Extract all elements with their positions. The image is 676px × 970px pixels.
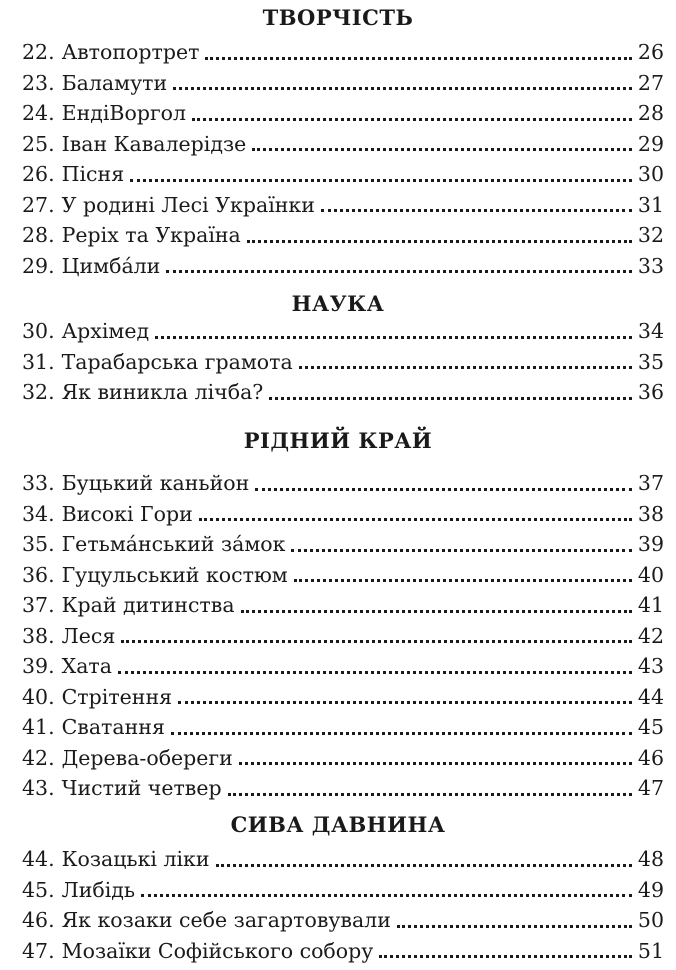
entry-title: Козацькі ліки — [61, 847, 210, 871]
dot-leader — [241, 590, 632, 621]
entry-number: 26. — [22, 162, 55, 186]
entry-number: 41. — [22, 715, 55, 739]
entry-number: 28. — [22, 223, 55, 247]
dot-leader — [228, 773, 632, 804]
entry-page-number: 48 — [637, 847, 664, 871]
toc-entry[interactable] — [22, 905, 664, 936]
entry-page-number: 51 — [637, 938, 664, 963]
entry-number: 40. — [22, 684, 55, 709]
entry-page-number: 45 — [637, 715, 664, 739]
entry-number: 27. — [22, 192, 55, 217]
entry-number: 45. — [22, 877, 55, 902]
entry-page-number: 49 — [637, 877, 664, 902]
entry-title: Гетьма́нський за́мок — [61, 532, 286, 556]
toc-entry[interactable] — [22, 773, 664, 804]
toc-entry[interactable] — [22, 743, 664, 774]
entry-number: 37. — [22, 593, 55, 617]
toc-entry[interactable] — [22, 377, 664, 408]
entry-number: 46. — [22, 908, 55, 932]
entry-page-number: 27 — [637, 70, 664, 95]
toc-entry[interactable] — [22, 499, 664, 530]
toc-entry[interactable] — [22, 529, 664, 560]
entry-number: 22. — [22, 40, 55, 64]
entry-page-number: 36 — [637, 380, 664, 404]
dot-leader — [205, 37, 631, 68]
toc-entry[interactable] — [22, 844, 664, 875]
entry-title: Баламути — [61, 70, 168, 95]
entry-title: Автопортрет — [61, 40, 200, 64]
dot-leader — [379, 936, 632, 967]
entry-page-number: 31 — [637, 192, 664, 217]
entry-title: Пісня — [61, 162, 125, 186]
entry-title: Стрітення — [61, 684, 173, 709]
entry-title: Сватання — [61, 715, 165, 739]
toc-entry[interactable] — [22, 98, 664, 129]
entry-page-number: 44 — [637, 684, 664, 709]
dot-leader — [321, 190, 632, 221]
entry-number: 31. — [22, 349, 55, 374]
entry-number: 38. — [22, 623, 55, 648]
section-heading-nauka: НАУКА — [291, 291, 385, 316]
section-heading-syva-davnyna: СИВА ДАВНИНА — [230, 812, 446, 837]
entry-number: 25. — [22, 131, 55, 156]
entry-page-number: 30 — [637, 162, 664, 186]
entry-title: Високі Гори — [61, 501, 193, 526]
dot-leader — [216, 844, 632, 875]
entry-title: У родині Лесі Українки — [61, 192, 315, 217]
section-list-nauka — [22, 316, 664, 408]
toc-entry[interactable] — [22, 347, 664, 378]
section-list-tvorchist — [22, 37, 664, 281]
toc-entry[interactable] — [22, 560, 664, 591]
entry-number: 39. — [22, 654, 55, 678]
entry-title: Чистий четвер — [61, 776, 222, 800]
entry-number: 30. — [22, 319, 55, 343]
entry-title: Як козаки себе загартовували — [61, 908, 391, 932]
toc-entry[interactable] — [22, 468, 664, 499]
section-heading-tvorchist: ТВОРЧІСТЬ — [262, 5, 414, 30]
toc-entry[interactable] — [22, 621, 664, 652]
entry-title: Леся — [61, 623, 116, 648]
entry-number: 33. — [22, 471, 55, 495]
entry-title: Іван Кавалерідзе — [61, 131, 247, 156]
entry-number: 24. — [22, 101, 55, 125]
entry-title: Край дитинства — [61, 593, 235, 617]
dot-leader — [171, 712, 632, 743]
entry-title: Мозаїки Софійського собору — [61, 938, 374, 963]
entry-page-number: 26 — [637, 40, 664, 64]
entry-title: Тарабарська грамота — [61, 349, 293, 374]
entry-title: Буцький каньйон — [61, 471, 250, 495]
entry-number: 23. — [22, 70, 55, 95]
entry-page-number: 37 — [637, 471, 664, 495]
entry-title: Реріх та Україна — [61, 223, 241, 247]
toc-entry[interactable] — [22, 37, 664, 68]
entry-page-number: 28 — [637, 101, 664, 125]
toc-entry[interactable] — [22, 220, 664, 251]
dot-leader — [178, 682, 632, 713]
entry-title: Архімед — [61, 319, 150, 343]
dot-leader — [199, 499, 632, 530]
entry-number: 43. — [22, 776, 55, 800]
entry-page-number: 47 — [637, 776, 664, 800]
entry-number: 34. — [22, 501, 55, 526]
entry-title: Дерева-обереги — [61, 745, 233, 770]
section-heading-ridnyi-krai: РІДНИЙ КРАЙ — [243, 428, 433, 453]
entry-title: Либідь — [61, 877, 136, 902]
toc-entry[interactable] — [22, 316, 664, 347]
entry-number: 44. — [22, 847, 55, 871]
dot-leader — [255, 468, 632, 499]
entry-number: 35. — [22, 532, 55, 556]
dot-leader — [121, 621, 632, 652]
dot-leader — [252, 129, 632, 160]
toc-entry[interactable] — [22, 682, 664, 713]
entry-number: 42. — [22, 745, 55, 770]
dot-leader — [192, 98, 632, 129]
entry-title: Хата — [61, 654, 112, 678]
toc-entry[interactable] — [22, 129, 664, 160]
entry-page-number: 32 — [637, 223, 664, 247]
entry-title: Як виникла лічба? — [61, 380, 264, 404]
dot-leader — [291, 529, 631, 560]
entry-title: ЕндіВоргол — [61, 101, 187, 125]
entry-title: Гуцульський костюм — [61, 562, 288, 587]
dot-leader — [166, 251, 632, 282]
entry-page-number: 43 — [637, 654, 664, 678]
dot-leader — [269, 377, 632, 408]
entry-number: 47. — [22, 938, 55, 963]
entry-page-number: 46 — [637, 745, 664, 770]
entry-page-number: 33 — [637, 253, 664, 278]
entry-page-number: 35 — [637, 349, 664, 374]
dot-leader — [141, 875, 632, 906]
toc-entry[interactable] — [22, 875, 664, 906]
section-list-syva-davnyna — [22, 844, 664, 966]
toc-entry[interactable] — [22, 190, 664, 221]
toc-entry[interactable] — [22, 159, 664, 190]
dot-leader — [118, 651, 632, 682]
entry-number: 29. — [22, 253, 55, 278]
dot-leader — [155, 316, 632, 347]
section-list-ridnyi-krai — [22, 468, 664, 804]
entry-page-number: 42 — [637, 623, 664, 648]
toc-entry[interactable] — [22, 590, 664, 621]
entry-page-number: 50 — [637, 908, 664, 932]
dot-leader — [397, 905, 632, 936]
entry-page-number: 40 — [637, 562, 664, 587]
dot-leader — [299, 347, 632, 378]
entry-page-number: 41 — [637, 593, 664, 617]
toc-entry[interactable] — [22, 68, 664, 99]
entry-number: 32. — [22, 380, 55, 404]
entry-title: Цимба́ли — [61, 253, 161, 278]
dot-leader — [294, 560, 632, 591]
entry-page-number: 38 — [637, 501, 664, 526]
entry-number: 36. — [22, 562, 55, 587]
dot-leader — [130, 159, 632, 190]
dot-leader — [247, 220, 632, 251]
dot-leader — [173, 68, 632, 99]
toc-entry[interactable] — [22, 936, 664, 967]
dot-leader — [239, 743, 632, 774]
toc-entry[interactable] — [22, 251, 664, 282]
entry-page-number: 34 — [637, 319, 664, 343]
entry-page-number: 39 — [637, 532, 664, 556]
entry-page-number: 29 — [637, 131, 664, 156]
toc-entry[interactable] — [22, 651, 664, 682]
toc-entry[interactable] — [22, 712, 664, 743]
